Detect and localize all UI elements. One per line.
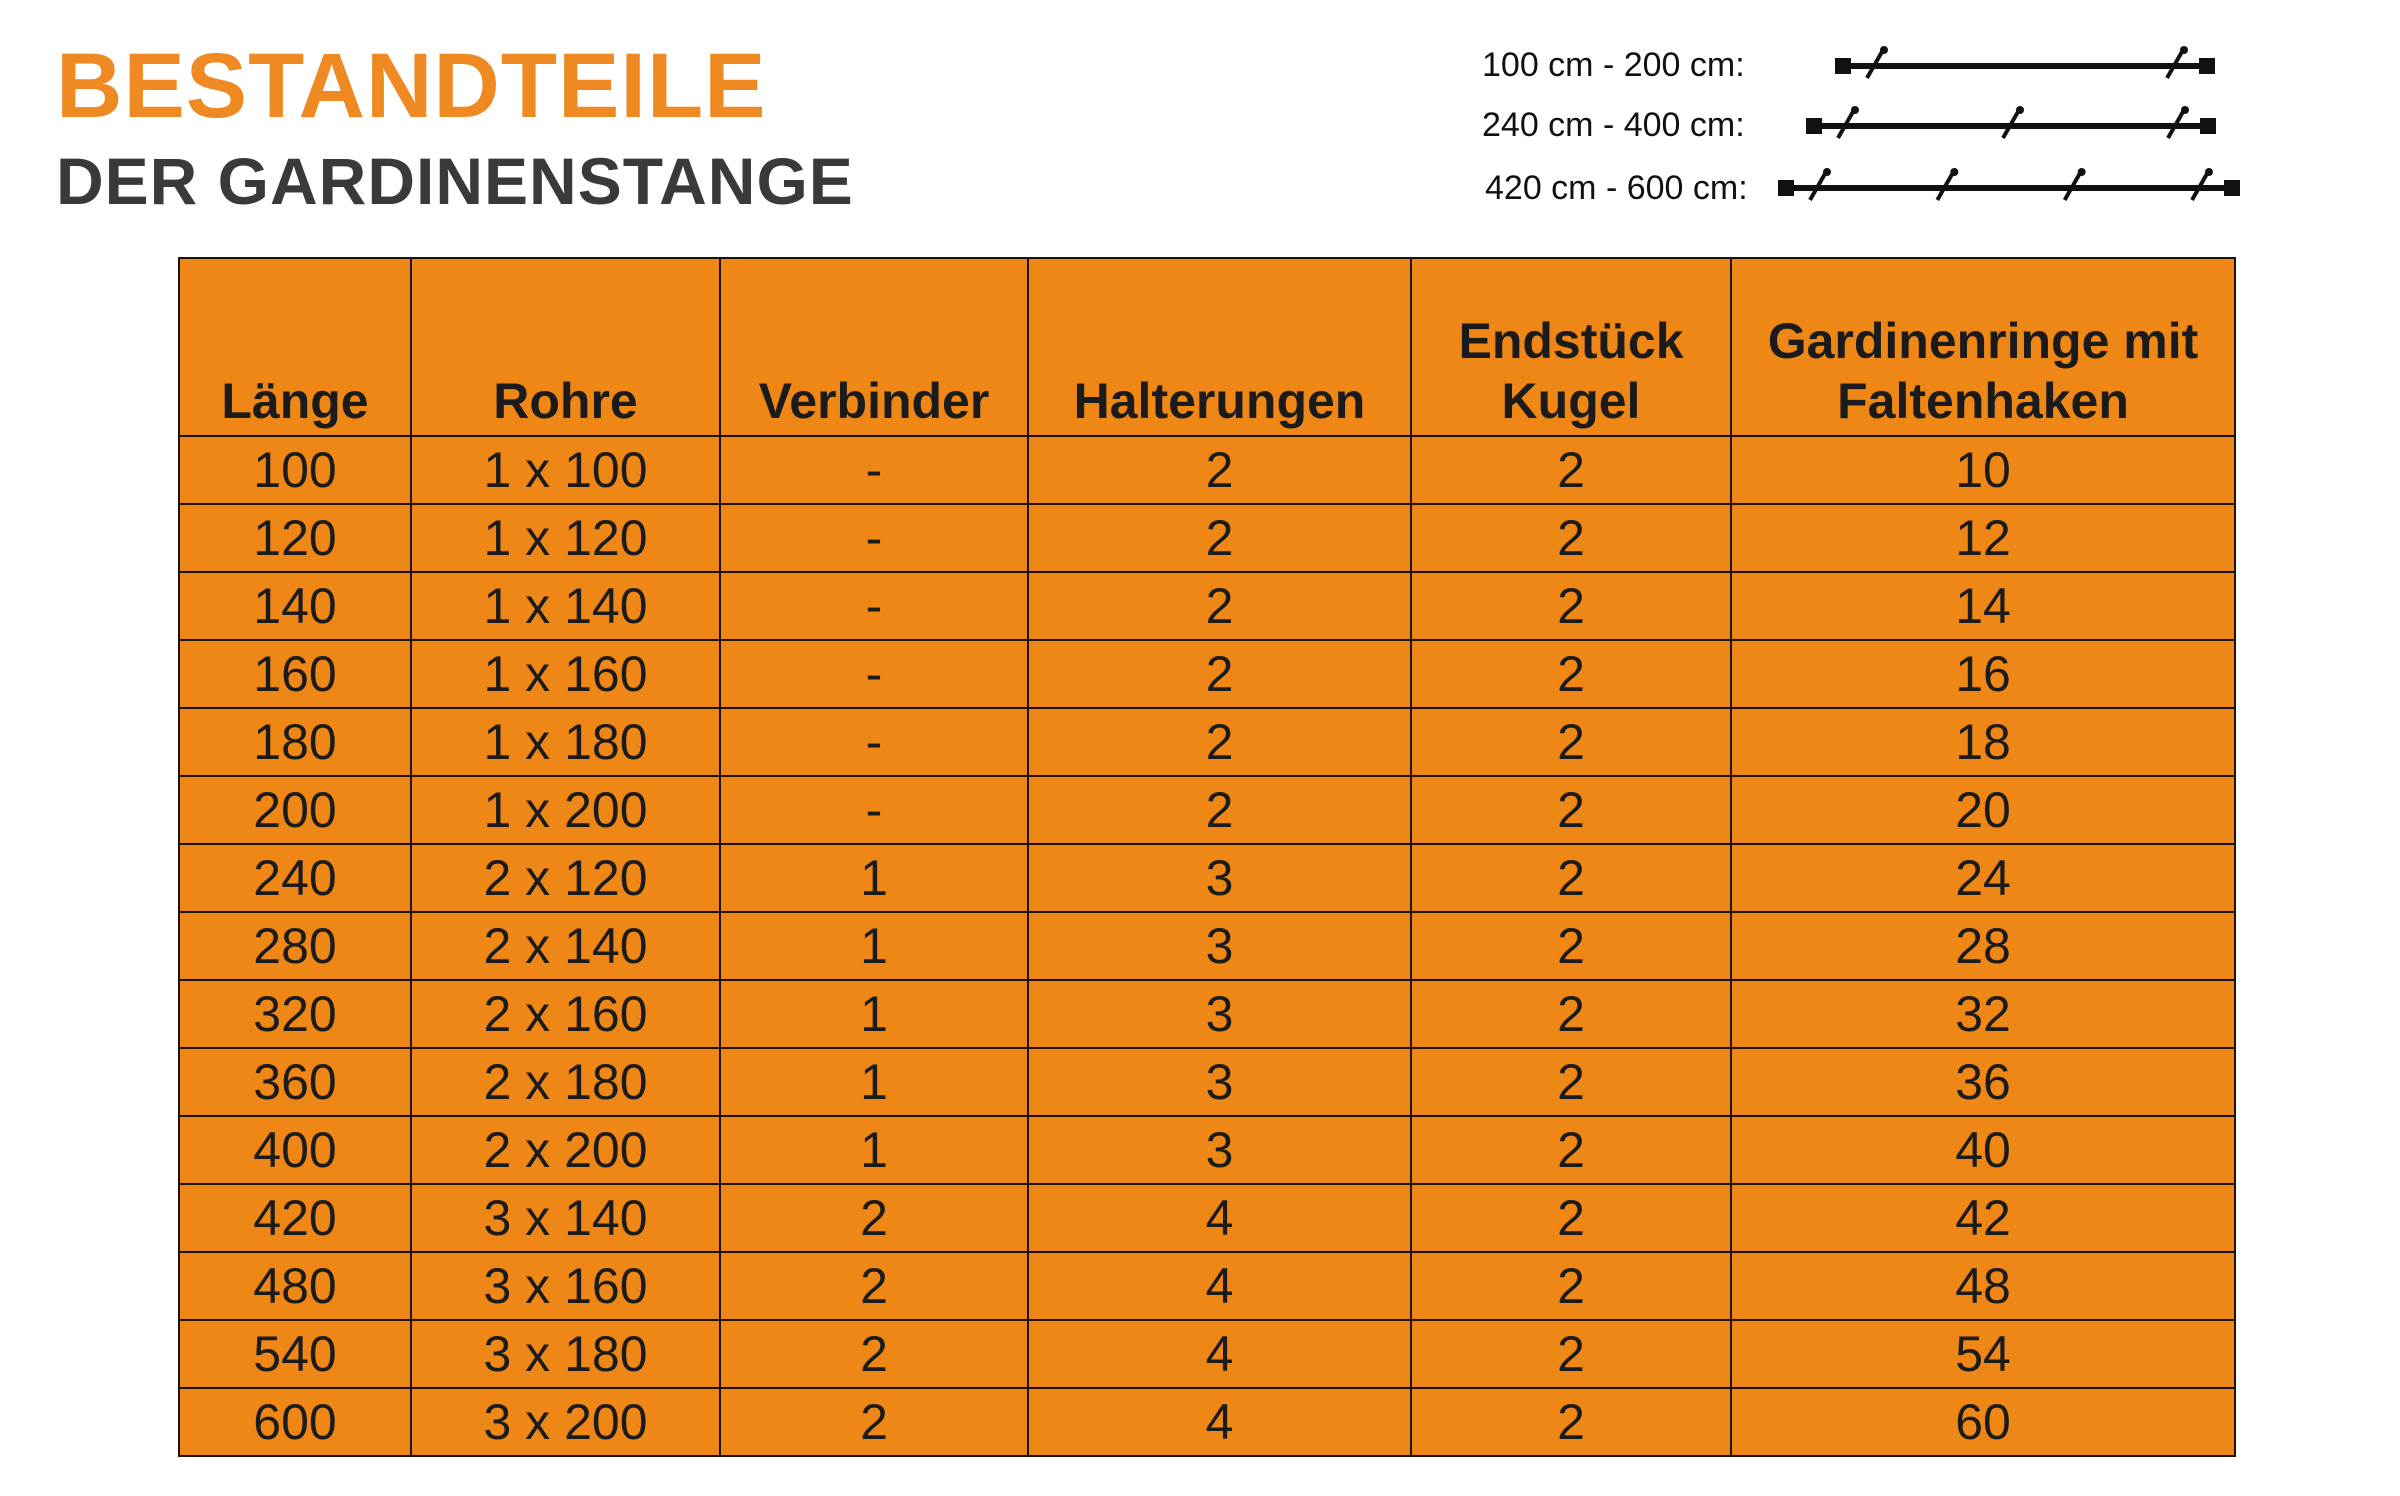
cell-laenge: 100	[179, 436, 411, 504]
table-body	[179, 436, 2235, 1456]
header-verbinder: Verbinder	[720, 258, 1028, 436]
cell-halterungen: 4	[1028, 1320, 1411, 1388]
table-row	[179, 1388, 2235, 1456]
cell-laenge: 360	[179, 1048, 411, 1116]
cell-verbinder: 2	[720, 1252, 1028, 1320]
cell-endstueck-kugel: 2	[1411, 980, 1731, 1048]
cell-endstueck-kugel: 2	[1411, 1048, 1731, 1116]
cell-rohre: 1 x 140	[411, 572, 720, 640]
cell-verbinder: 1	[720, 1048, 1028, 1116]
cell-rohre: 1 x 180	[411, 708, 720, 776]
rod-legend-label-1: 100 cm - 200 cm:	[1482, 46, 1745, 84]
rod-diagram-2	[1806, 104, 2216, 144]
cell-verbinder: -	[720, 436, 1028, 504]
cell-gardinenringe: 32	[1731, 980, 2235, 1048]
cell-verbinder: 1	[720, 912, 1028, 980]
cell-gardinenringe: 36	[1731, 1048, 2235, 1116]
table-row	[179, 504, 2235, 572]
cell-laenge: 240	[179, 844, 411, 912]
page-title: BESTANDTEILE	[56, 35, 767, 137]
cell-laenge: 280	[179, 912, 411, 980]
cell-halterungen: 2	[1028, 436, 1411, 504]
cell-laenge: 160	[179, 640, 411, 708]
cell-gardinenringe: 10	[1731, 436, 2235, 504]
cell-gardinenringe: 20	[1731, 776, 2235, 844]
cell-rohre: 3 x 200	[411, 1388, 720, 1456]
cell-laenge: 400	[179, 1116, 411, 1184]
table-row	[179, 776, 2235, 844]
cell-verbinder: -	[720, 572, 1028, 640]
cell-gardinenringe: 40	[1731, 1116, 2235, 1184]
table-row	[179, 708, 2235, 776]
cell-halterungen: 2	[1028, 640, 1411, 708]
cell-halterungen: 4	[1028, 1252, 1411, 1320]
cell-verbinder: -	[720, 708, 1028, 776]
cell-gardinenringe: 28	[1731, 912, 2235, 980]
bracket-knob	[2180, 46, 2188, 54]
end-cap-right	[2200, 118, 2216, 134]
cell-laenge: 120	[179, 504, 411, 572]
cell-halterungen: 4	[1028, 1388, 1411, 1456]
cell-halterungen: 3	[1028, 912, 1411, 980]
cell-verbinder: -	[720, 776, 1028, 844]
cell-laenge: 480	[179, 1252, 411, 1320]
cell-rohre: 3 x 160	[411, 1252, 720, 1320]
cell-verbinder: 1	[720, 980, 1028, 1048]
table-row	[179, 640, 2235, 708]
parts-table	[178, 257, 2236, 1457]
cell-rohre: 2 x 200	[411, 1116, 720, 1184]
cell-laenge: 540	[179, 1320, 411, 1388]
cell-endstueck-kugel: 2	[1411, 436, 1731, 504]
cell-gardinenringe: 42	[1731, 1184, 2235, 1252]
table-header-row	[179, 258, 2235, 436]
cell-laenge: 140	[179, 572, 411, 640]
cell-rohre: 1 x 160	[411, 640, 720, 708]
table-row	[179, 1252, 2235, 1320]
bracket-knob	[2016, 106, 2024, 114]
cell-halterungen: 3	[1028, 1048, 1411, 1116]
cell-laenge: 180	[179, 708, 411, 776]
header-gardinenringe: Gardinenringe mit Faltenhaken	[1731, 258, 2235, 436]
header-endstueck-kugel: Endstück Kugel	[1411, 258, 1731, 436]
cell-endstueck-kugel: 2	[1411, 504, 1731, 572]
cell-verbinder: -	[720, 640, 1028, 708]
page-subtitle: DER GARDINENSTANGE	[56, 144, 854, 218]
cell-rohre: 1 x 200	[411, 776, 720, 844]
cell-gardinenringe: 54	[1731, 1320, 2235, 1388]
table-row	[179, 1048, 2235, 1116]
bracket-knob	[2205, 168, 2213, 176]
rod-diagram-1	[1835, 44, 2215, 84]
cell-gardinenringe: 60	[1731, 1388, 2235, 1456]
bracket-knob	[1823, 168, 1831, 176]
cell-halterungen: 2	[1028, 572, 1411, 640]
table-row	[179, 912, 2235, 980]
table-row	[179, 1320, 2235, 1388]
cell-laenge: 320	[179, 980, 411, 1048]
cell-rohre: 2 x 180	[411, 1048, 720, 1116]
cell-endstueck-kugel: 2	[1411, 708, 1731, 776]
cell-gardinenringe: 12	[1731, 504, 2235, 572]
cell-rohre: 2 x 140	[411, 912, 720, 980]
cell-endstueck-kugel: 2	[1411, 1184, 1731, 1252]
cell-halterungen: 2	[1028, 708, 1411, 776]
table-row	[179, 1184, 2235, 1252]
cell-gardinenringe: 14	[1731, 572, 2235, 640]
cell-halterungen: 3	[1028, 1116, 1411, 1184]
cell-rohre: 2 x 120	[411, 844, 720, 912]
table-row	[179, 572, 2235, 640]
end-cap-right	[2224, 180, 2240, 196]
cell-verbinder: 1	[720, 844, 1028, 912]
cell-endstueck-kugel: 2	[1411, 776, 1731, 844]
bracket-knob	[1880, 46, 1888, 54]
header-laenge: Länge	[179, 258, 411, 436]
cell-halterungen: 3	[1028, 980, 1411, 1048]
end-cap-left	[1806, 118, 1822, 134]
cell-laenge: 420	[179, 1184, 411, 1252]
cell-endstueck-kugel: 2	[1411, 1320, 1731, 1388]
cell-halterungen: 2	[1028, 504, 1411, 572]
cell-rohre: 1 x 120	[411, 504, 720, 572]
cell-endstueck-kugel: 2	[1411, 1116, 1731, 1184]
cell-verbinder: -	[720, 504, 1028, 572]
rod-legend-label-3: 420 cm - 600 cm:	[1485, 169, 1748, 207]
bracket-knob	[2078, 168, 2086, 176]
table-row	[179, 844, 2235, 912]
rod-legend-label-2: 240 cm - 400 cm:	[1482, 106, 1745, 144]
cell-gardinenringe: 48	[1731, 1252, 2235, 1320]
header-halterungen: Halterungen	[1028, 258, 1411, 436]
header-rohre: Rohre	[411, 258, 720, 436]
bracket-knob	[1851, 106, 1859, 114]
cell-rohre: 1 x 100	[411, 436, 720, 504]
cell-verbinder: 2	[720, 1320, 1028, 1388]
end-cap-right	[2199, 58, 2215, 74]
end-cap-left	[1778, 180, 1794, 196]
cell-endstueck-kugel: 2	[1411, 572, 1731, 640]
cell-rohre: 3 x 180	[411, 1320, 720, 1388]
table-row	[179, 436, 2235, 504]
cell-endstueck-kugel: 2	[1411, 640, 1731, 708]
cell-halterungen: 4	[1028, 1184, 1411, 1252]
cell-endstueck-kugel: 2	[1411, 844, 1731, 912]
table-row	[179, 980, 2235, 1048]
cell-verbinder: 2	[720, 1184, 1028, 1252]
cell-verbinder: 2	[720, 1388, 1028, 1456]
rod-diagram-3	[1778, 166, 2240, 206]
cell-rohre: 2 x 160	[411, 980, 720, 1048]
end-cap-left	[1835, 58, 1851, 74]
cell-rohre: 3 x 140	[411, 1184, 720, 1252]
cell-endstueck-kugel: 2	[1411, 1388, 1731, 1456]
cell-endstueck-kugel: 2	[1411, 1252, 1731, 1320]
cell-halterungen: 2	[1028, 776, 1411, 844]
cell-halterungen: 3	[1028, 844, 1411, 912]
table-row	[179, 1116, 2235, 1184]
cell-verbinder: 1	[720, 1116, 1028, 1184]
cell-laenge: 200	[179, 776, 411, 844]
bracket-knob	[2181, 106, 2189, 114]
cell-gardinenringe: 18	[1731, 708, 2235, 776]
cell-endstueck-kugel: 2	[1411, 912, 1731, 980]
bracket-knob	[1950, 168, 1958, 176]
cell-laenge: 600	[179, 1388, 411, 1456]
cell-gardinenringe: 16	[1731, 640, 2235, 708]
cell-gardinenringe: 24	[1731, 844, 2235, 912]
